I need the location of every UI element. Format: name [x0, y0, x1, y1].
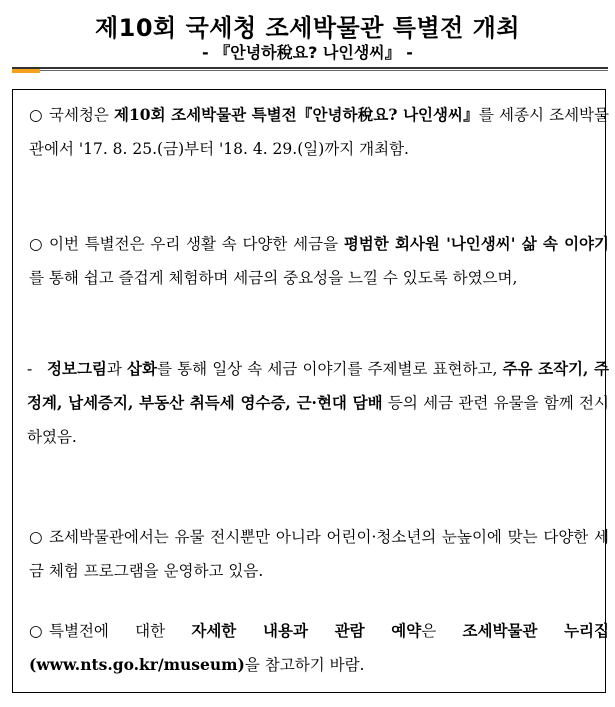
- text: 을 참고하기 바람.: [244, 656, 365, 674]
- document-subtitle: - 『안녕하稅요? 나인생씨』 -: [202, 43, 413, 62]
- text: 국세청은: [49, 106, 115, 124]
- text: 등의 세금 관련 유물을 함께 전시하였음.: [27, 394, 609, 446]
- paragraph-reference: [29, 614, 609, 682]
- bullet-circle: ○: [29, 622, 43, 640]
- text: 를 통해 일상 속 세금 이야기를 주제별로 표현하고,: [156, 360, 503, 378]
- highlight-text: 정보그림: [47, 359, 107, 378]
- bullet-circle: ○: [29, 106, 43, 124]
- text: 과: [106, 360, 128, 378]
- highlight-text: 조세박물관 누리집: [462, 621, 610, 640]
- bullet-circle: ○: [29, 528, 43, 546]
- highlight-text: 자세한 내용과 관람 예약: [191, 621, 422, 640]
- title-divider-accent: [12, 69, 40, 73]
- text: 이번 특별전은 우리 생활 속 다양한 세금을: [49, 235, 344, 253]
- highlight-text: 삽화: [127, 359, 157, 378]
- content-box: [12, 89, 610, 693]
- exhibition-name: 제10회 조세박물관 특별전『안녕하稅요? 나인생씨』: [114, 105, 479, 124]
- text: 를 세종시 조세박물관에서 '17. 8. 25.(금)부터 '18. 4. 29.(일)까지 개최함.: [29, 106, 610, 158]
- paragraph-exhibits: [27, 352, 609, 454]
- website-url: (www.nts.go.kr/museum): [29, 655, 245, 674]
- title-divider-thin: [40, 70, 608, 71]
- text: 특별전에 대한: [49, 622, 192, 640]
- bullet-dash: -: [27, 360, 33, 378]
- paragraph-programs: [29, 520, 609, 588]
- document-title: 제10회 국세청 조세박물관 특별전 개최: [94, 14, 521, 42]
- text: 은: [421, 622, 463, 640]
- paragraph-purpose: [29, 227, 609, 295]
- paragraph-overview: [29, 98, 609, 166]
- title-divider: [12, 67, 608, 69]
- text: 를 통해 쉽고 즐겁게 체험하며 세금의 중요성을 느낄 수 있도록 하였으며,: [29, 269, 518, 287]
- highlight-text: 평범한 회사원 '나인생씨' 삶 속 이야기: [343, 234, 610, 253]
- bullet-circle: ○: [29, 235, 43, 253]
- text: 조세박물관에서는 유물 전시뿐만 아니라 어린이·청소년의 눈높이에 맞는 다양한 세금 체험 프로그램을 운영하고 있음.: [29, 528, 609, 580]
- artifact-list: 주유 조작기, 주정계, 납세증지, 부동산 취득세 영수증, 근·현대 담배: [27, 359, 609, 412]
